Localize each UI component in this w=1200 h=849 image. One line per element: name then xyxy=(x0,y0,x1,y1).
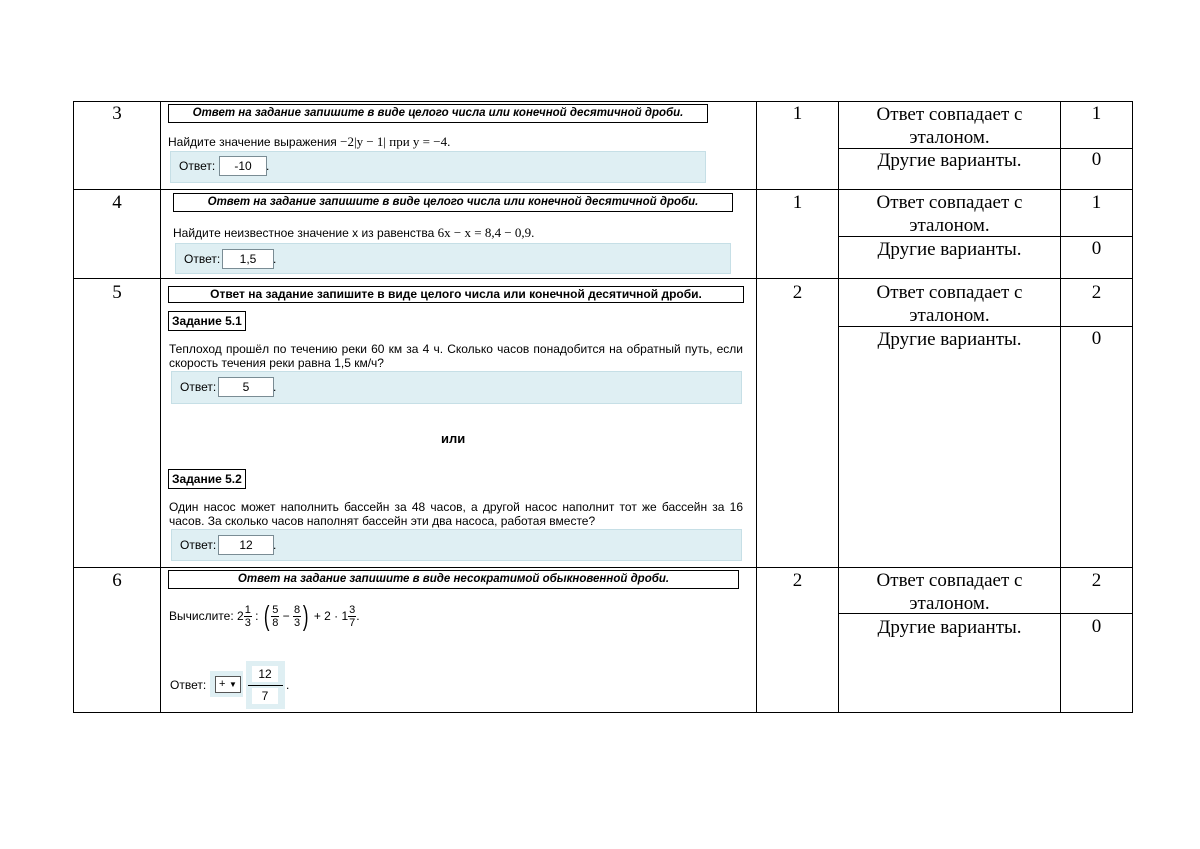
sign-value: + xyxy=(219,678,226,690)
mixed-whole: 2 xyxy=(237,609,244,623)
answer-label: Ответ: xyxy=(180,538,217,552)
answer-label: Ответ: xyxy=(184,252,221,266)
operator: − xyxy=(282,609,290,623)
question-prefix: Найдите значение выражения xyxy=(168,135,341,149)
task-text: Один насос может наполнить бассейн за 48 часов, а другой насос наполнит тот же бассейн за 16 часов. За сколько часов наполнят бассейн эти два насоса, работая вместе? xyxy=(169,500,743,528)
criterion-correct: Ответ совпадает с эталоном. xyxy=(876,282,1023,326)
fraction: $\frac{3}{7}$ xyxy=(349,603,356,629)
task-text: Теплоход прошёл по течению реки 60 км за 4 ч. Сколько часов понадобится на обратный путь, если скорость течения реки равна 1,5 км/ч? xyxy=(169,342,743,370)
task-number: 3 xyxy=(112,103,122,124)
answer-period: . xyxy=(273,252,277,266)
criterion-other: Другие варианты. xyxy=(877,150,1022,171)
fraction: $\frac{8}{3}$ xyxy=(294,603,301,629)
operator: + 2 · 1 xyxy=(313,609,349,623)
expression xyxy=(169,602,360,630)
left-paren: ( xyxy=(263,600,270,631)
task-number: 4 xyxy=(112,192,122,213)
max-score: 2 xyxy=(792,570,803,591)
chevron-down-icon: ▼ xyxy=(229,680,237,689)
table-border-top xyxy=(73,101,1133,102)
answer-period: . xyxy=(266,159,270,173)
answer-period: . xyxy=(286,678,290,692)
question-text xyxy=(168,135,728,149)
fraction: $\frac{5}{8}$ xyxy=(272,603,279,629)
criterion-score: 2 xyxy=(1091,282,1102,303)
criterion-score: 0 xyxy=(1091,149,1102,170)
criterion-correct: Ответ совпадает с эталоном. xyxy=(876,104,1023,148)
max-score: 1 xyxy=(792,103,803,124)
answer-period: . xyxy=(273,380,277,394)
max-score: 1 xyxy=(792,192,803,213)
answer-input[interactable]: 5 xyxy=(218,377,274,397)
task-number: 6 xyxy=(112,570,122,591)
row-divider xyxy=(73,567,1133,568)
operator: : xyxy=(255,609,259,623)
task-header: Задание 5.1 xyxy=(168,311,246,331)
table-border-bottom xyxy=(73,712,1133,713)
criterion-score: 0 xyxy=(1091,238,1102,259)
right-paren: ) xyxy=(303,600,309,631)
fraction-bar xyxy=(248,685,283,686)
instruction-banner: Ответ на задание запишите в виде целого числа или конечной десятичной дроби. xyxy=(168,104,708,123)
question-prefix: Найдите неизвестное значение x из равенства xyxy=(173,226,438,240)
instruction-banner: Ответ на задание запишите в виде целого числа или конечной десятичной дроби. xyxy=(168,286,744,303)
period: . xyxy=(356,609,360,623)
criterion-score: 0 xyxy=(1091,616,1102,637)
criterion-score: 1 xyxy=(1091,103,1102,124)
row-divider xyxy=(73,189,1133,190)
criterion-other: Другие варианты. xyxy=(877,239,1022,260)
sign-select[interactable] xyxy=(215,676,241,693)
denominator-input[interactable]: 7 xyxy=(252,688,278,704)
fraction: $\frac{1}{3}$ xyxy=(244,603,251,629)
criterion-correct: Ответ совпадает с эталоном. xyxy=(876,192,1023,236)
criterion-score: 2 xyxy=(1091,570,1102,591)
answer-label: Ответ: xyxy=(170,678,207,692)
criterion-correct: Ответ совпадает с эталоном. xyxy=(876,570,1023,614)
or-separator: или xyxy=(441,431,466,446)
answer-period: . xyxy=(273,538,277,552)
criterion-other: Другие варианты. xyxy=(877,329,1022,350)
task-header: Задание 5.2 xyxy=(168,469,246,489)
instruction-banner: Ответ на задание запишите в виде целого числа или конечной десятичной дроби. xyxy=(173,193,733,212)
instruction-banner: Ответ на задание запишите в виде несократимой обыкновенной дроби. xyxy=(168,570,739,589)
numerator-input[interactable]: 12 xyxy=(252,666,278,682)
question-prefix: Вычислите: xyxy=(169,609,234,623)
criterion-score: 0 xyxy=(1091,328,1102,349)
row-divider xyxy=(73,278,1133,279)
answer-input[interactable]: 1,5 xyxy=(222,249,274,269)
criterion-other: Другие варианты. xyxy=(877,617,1022,638)
column-divider xyxy=(160,101,161,713)
criterion-score: 1 xyxy=(1091,192,1102,213)
answer-input[interactable]: 12 xyxy=(218,535,274,555)
max-score: 2 xyxy=(792,282,803,303)
task-number: 5 xyxy=(112,282,122,303)
answer-input[interactable]: -10 xyxy=(219,156,267,176)
question-math: 6x − x = 8,4 − 0,9. xyxy=(437,225,535,240)
answer-label: Ответ: xyxy=(179,159,216,173)
question-math: −2|y − 1| при y = −4. xyxy=(340,134,451,149)
answer-label: Ответ: xyxy=(180,380,217,394)
table-border-right xyxy=(1132,101,1133,713)
question-text xyxy=(173,226,733,240)
